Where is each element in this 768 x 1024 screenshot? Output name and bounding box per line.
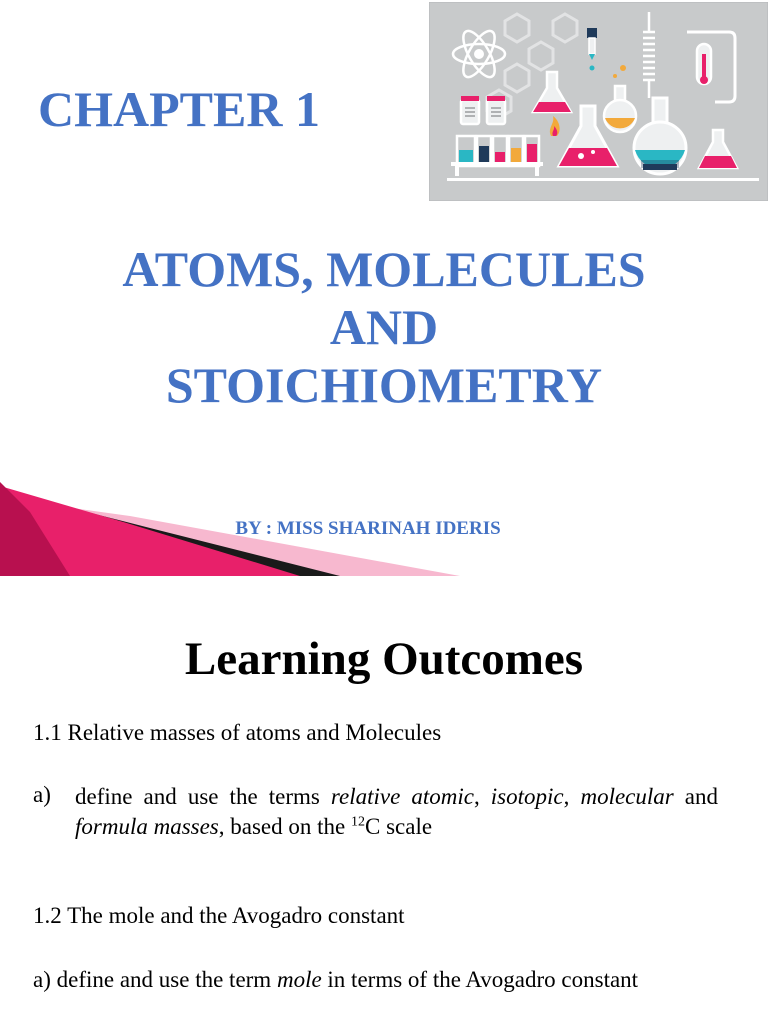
slide-title — [0, 240, 768, 414]
item-a-text: define and use the terms relative atomic, isotopic, molecular and formula masses, based on the $^{12}$C scale — [75, 784, 719, 839]
slide-heading: Learning Outcomes — [184, 633, 584, 685]
chemistry-lab-illustration — [429, 2, 768, 201]
learning-outcomes-slide — [0, 576, 768, 1024]
author-label: BY : MISS SHARINAH IDERIS — [235, 518, 501, 539]
section-2-heading: 1.2 The mole and the Avogadro constant — [33, 903, 405, 928]
thermometer-icon — [697, 44, 711, 84]
chapter-label: CHAPTER 1 — [38, 81, 320, 137]
title-line-2: AND — [329, 299, 439, 355]
item-a-label: a) — [33, 782, 51, 807]
title-line-1: ATOMS, MOLECULES — [122, 241, 646, 297]
section-1-heading: 1.1 Relative masses of atoms and Molecules — [33, 720, 442, 745]
item-2a-text: a) define and use the term mole in terms of the Avogadro constant — [33, 967, 639, 992]
title-line-3: STOICHIOMETRY — [165, 357, 603, 413]
